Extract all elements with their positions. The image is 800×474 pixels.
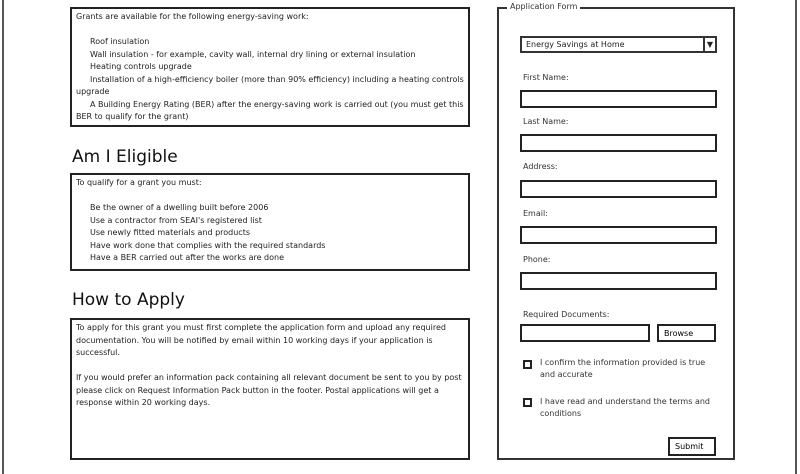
page-left-border [2, 0, 4, 474]
form-legend: Application Form [507, 2, 580, 11]
submit-button[interactable]: Submit [668, 437, 716, 456]
eligible-intro: To qualify for a grant you must: [76, 178, 202, 187]
confirm-label: I confirm the information provided is true and accurate [540, 358, 706, 379]
browse-button[interactable]: Browse [657, 324, 716, 342]
grant-item: Roof insulation [90, 37, 150, 46]
terms-checkbox[interactable] [523, 398, 532, 407]
apply-box [70, 318, 470, 460]
application-form [497, 2, 735, 460]
email-label: Email: [523, 209, 548, 218]
grant-item: Installation of a high-efficiency boiler (more than 90% efficiency) including a heating controls upgrade [76, 74, 464, 96]
eligible-item: Use a contractor from SEAI's registered list [90, 215, 262, 225]
first-name-input[interactable] [520, 90, 717, 108]
apply-heading: How to Apply [72, 290, 185, 310]
last-name-label: Last Name: [523, 117, 569, 126]
grants-box [70, 7, 470, 127]
terms-label: I have read and understand the terms and conditions [540, 397, 710, 418]
eligible-box [70, 173, 470, 271]
eligible-heading: Am I Eligible [72, 147, 178, 167]
phone-label: Phone: [523, 255, 551, 264]
grant-item: Wall insulation - for example, cavity wall, internal dry lining or external insulation [90, 49, 416, 59]
documents-input[interactable] [520, 324, 650, 342]
scheme-select[interactable] [520, 36, 717, 53]
apply-paragraph-2: If you would prefer an information pack containing all relevant document be sent to you by post please click on Request Information Pack button in the footer. Postal applications will get a response within 20 working days. [76, 373, 462, 407]
chevron-down-icon: ▼ [703, 38, 715, 51]
email-input[interactable] [520, 226, 717, 244]
eligible-item: Have work done that complies with the required standards [90, 240, 326, 250]
eligible-item: Have a BER carried out after the works are done [90, 253, 285, 262]
eligible-item: Use newly fitted materials and products [90, 228, 251, 237]
grant-item: Heating controls upgrade [90, 62, 192, 71]
scheme-value: Energy Savings at Home [526, 40, 625, 49]
last-name-input[interactable] [520, 134, 717, 152]
grants-intro: Grants are available for the following energy-saving work: [76, 12, 309, 21]
confirm-checkbox[interactable] [523, 360, 532, 369]
first-name-label: First Name: [523, 73, 569, 82]
phone-input[interactable] [520, 272, 717, 290]
eligible-item: Be the owner of a dwelling built before 2006 [90, 203, 269, 212]
page-right-border [795, 0, 797, 474]
grant-item: A Building Energy Rating (BER) after the energy-saving work is carried out (you must get this BER to qualify for the grant) [76, 99, 464, 121]
apply-paragraph-1: To apply for this grant you must first complete the application form and upload any required documentation. You will be notified by email within 10 working days if your application is successful. [76, 323, 446, 357]
address-input[interactable] [520, 180, 717, 198]
address-label: Address: [523, 162, 558, 171]
documents-label: Required Documents: [523, 310, 610, 319]
